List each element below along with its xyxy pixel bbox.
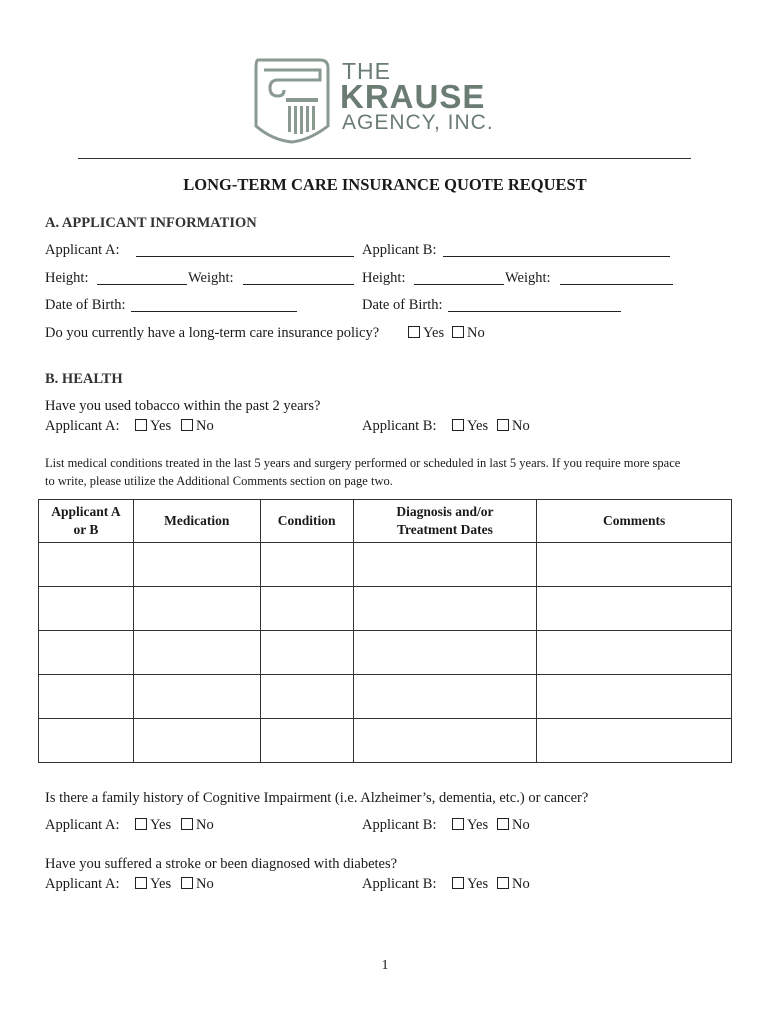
instructions-line-2: to write, please utilize the Additional Comments section on page two.	[45, 474, 393, 488]
yes-label: Yes	[467, 876, 489, 892]
table-cell[interactable]	[133, 587, 260, 631]
checkbox-icon[interactable]	[452, 877, 464, 889]
page-number: 1	[381, 958, 389, 973]
section-b-heading: B. HEALTH	[45, 371, 123, 387]
dob-a-label: Date of Birth:	[45, 297, 126, 313]
table-cell[interactable]	[537, 631, 732, 675]
family-b-no-option[interactable]	[497, 817, 530, 834]
checkbox-icon[interactable]	[452, 326, 464, 338]
stroke-a-no-option[interactable]	[181, 876, 214, 893]
tobacco-a-no-option[interactable]	[181, 418, 214, 435]
tobacco-b-no-option[interactable]	[497, 418, 530, 435]
applicant-a-name-field[interactable]	[136, 243, 354, 257]
checkbox-icon[interactable]	[181, 818, 193, 830]
no-label: No	[196, 817, 214, 833]
checkbox-icon[interactable]	[452, 419, 464, 431]
weight-a-field[interactable]	[243, 271, 354, 285]
logo-the: THE	[342, 58, 391, 84]
weight-b-label: Weight:	[505, 270, 551, 286]
yes-label: Yes	[467, 418, 489, 434]
checkbox-icon[interactable]	[135, 818, 147, 830]
tobacco-applicant-b-label: Applicant B:	[362, 418, 437, 434]
applicant-b-label: Applicant B:	[362, 242, 437, 258]
col-applicant-line1: Applicant A	[51, 504, 121, 519]
yes-label: Yes	[423, 325, 445, 341]
medical-conditions-table	[38, 499, 732, 763]
tobacco-b-yes-option[interactable]	[452, 418, 488, 435]
column-emblem-icon	[250, 56, 334, 144]
yes-label: Yes	[150, 876, 172, 892]
table-row	[39, 631, 732, 675]
family-b-yes-option[interactable]	[452, 817, 488, 834]
height-a-label: Height:	[45, 270, 89, 286]
table-cell[interactable]	[39, 631, 134, 675]
table-cell[interactable]	[133, 675, 260, 719]
col-comments: Comments	[537, 500, 732, 543]
checkbox-icon[interactable]	[497, 419, 509, 431]
applicant-b-name-field[interactable]	[443, 243, 670, 257]
checkbox-icon[interactable]	[497, 818, 509, 830]
section-a-heading: A. APPLICANT INFORMATION	[45, 215, 257, 231]
height-a-field[interactable]	[97, 271, 187, 285]
table-cell[interactable]	[260, 675, 353, 719]
dob-b-field[interactable]	[448, 298, 621, 312]
table-cell[interactable]	[353, 587, 537, 631]
logo-krause: KRAUSE	[340, 78, 486, 115]
no-label: No	[196, 418, 214, 434]
col-applicant	[39, 500, 134, 543]
dob-a-field[interactable]	[131, 298, 297, 312]
height-b-field[interactable]	[414, 271, 504, 285]
checkbox-icon[interactable]	[497, 877, 509, 889]
stroke-applicant-b-label: Applicant B:	[362, 876, 437, 892]
col-diagnosis-line2: Treatment Dates	[397, 522, 493, 537]
logo-agency: AGENCY, INC.	[342, 111, 494, 134]
tobacco-question: Have you used tobacco within the past 2 years?	[45, 398, 321, 414]
table-cell[interactable]	[537, 543, 732, 587]
table-cell[interactable]	[39, 543, 134, 587]
checkbox-icon[interactable]	[408, 326, 420, 338]
height-b-label: Height:	[362, 270, 406, 286]
dob-b-label: Date of Birth:	[362, 297, 443, 313]
table-row	[39, 675, 732, 719]
policy-question: Do you currently have a long-term care insurance policy?	[45, 325, 380, 341]
no-label: No	[467, 325, 485, 341]
instructions-line-1: List medical conditions treated in the last 5 years and surgery performed or scheduled in last 5 years. If you require more space	[45, 456, 681, 470]
header-divider	[78, 158, 691, 159]
table-cell[interactable]	[39, 675, 134, 719]
stroke-a-yes-option[interactable]	[135, 876, 171, 893]
no-label: No	[512, 418, 530, 434]
tobacco-a-yes-option[interactable]	[135, 418, 171, 435]
family-a-no-option[interactable]	[181, 817, 214, 834]
table-cell[interactable]	[353, 719, 537, 763]
yes-label: Yes	[467, 817, 489, 833]
table-cell[interactable]	[39, 719, 134, 763]
table-cell[interactable]	[537, 675, 732, 719]
family-applicant-a-label: Applicant A:	[45, 817, 120, 833]
no-label: No	[512, 817, 530, 833]
family-applicant-b-label: Applicant B:	[362, 817, 437, 833]
table-cell[interactable]	[133, 631, 260, 675]
weight-b-field[interactable]	[560, 271, 673, 285]
col-applicant-line2: or B	[73, 522, 99, 537]
stroke-b-no-option[interactable]	[497, 876, 530, 893]
weight-a-label: Weight:	[188, 270, 234, 286]
table-cell[interactable]	[260, 587, 353, 631]
table-cell[interactable]	[260, 719, 353, 763]
table-row	[39, 587, 732, 631]
table-cell[interactable]	[133, 719, 260, 763]
stroke-b-yes-option[interactable]	[452, 876, 488, 893]
table-cell[interactable]	[537, 587, 732, 631]
checkbox-icon[interactable]	[452, 818, 464, 830]
checkbox-icon[interactable]	[135, 419, 147, 431]
family-a-yes-option[interactable]	[135, 817, 171, 834]
table-cell[interactable]	[353, 631, 537, 675]
col-medication: Medication	[133, 500, 260, 543]
applicant-a-label: Applicant A:	[45, 242, 120, 258]
table-cell[interactable]	[353, 675, 537, 719]
tobacco-applicant-a-label: Applicant A:	[45, 418, 120, 434]
yes-label: Yes	[150, 418, 172, 434]
col-diagnosis	[353, 500, 537, 543]
policy-yes-option[interactable]	[408, 325, 444, 342]
table-cell[interactable]	[260, 631, 353, 675]
table-cell[interactable]	[260, 543, 353, 587]
yes-label: Yes	[150, 817, 172, 833]
col-diagnosis-line1: Diagnosis and/or	[396, 504, 494, 519]
stroke-question: Have you suffered a stroke or been diagnosed with diabetes?	[45, 856, 398, 872]
no-label: No	[196, 876, 214, 892]
policy-no-option[interactable]	[452, 325, 485, 342]
table-row	[39, 719, 732, 763]
family-history-question: Is there a family history of Cognitive Impairment (i.e. Alzheimer’s, dementia, etc.) or cancer?	[45, 790, 589, 806]
page-title: LONG-TERM CARE INSURANCE QUOTE REQUEST	[183, 175, 587, 194]
stroke-applicant-a-label: Applicant A:	[45, 876, 120, 892]
table-cell[interactable]	[39, 587, 134, 631]
checkbox-icon[interactable]	[181, 877, 193, 889]
table-cell[interactable]	[353, 543, 537, 587]
table-header-row	[39, 500, 732, 543]
checkbox-icon[interactable]	[181, 419, 193, 431]
checkbox-icon[interactable]	[135, 877, 147, 889]
table-row	[39, 543, 732, 587]
table-cell[interactable]	[133, 543, 260, 587]
col-condition: Condition	[260, 500, 353, 543]
no-label: No	[512, 876, 530, 892]
table-cell[interactable]	[537, 719, 732, 763]
